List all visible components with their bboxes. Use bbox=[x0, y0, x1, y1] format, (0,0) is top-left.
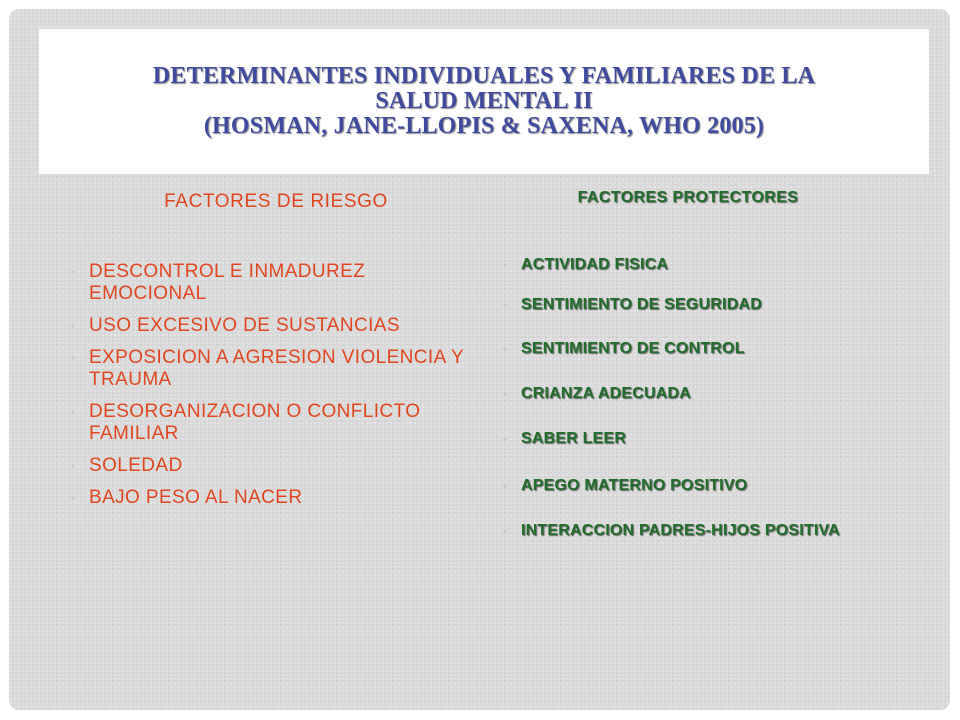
slide bbox=[9, 9, 950, 710]
list-item bbox=[71, 487, 471, 509]
bullet-icon: • bbox=[71, 459, 76, 473]
list-item bbox=[71, 455, 471, 477]
risk-item-label: SOLEDAD bbox=[89, 455, 183, 476]
list-item bbox=[503, 382, 921, 406]
protective-factors-heading: FACTORES PROTECTORES bbox=[577, 189, 799, 206]
list-item bbox=[503, 427, 921, 451]
list-item bbox=[503, 293, 921, 317]
title-line-1: DETERMINANTES INDIVIDUALES Y FAMILIARES DE LA bbox=[152, 62, 816, 89]
bullet-icon: • bbox=[503, 479, 508, 493]
bullet-icon: • bbox=[503, 524, 508, 538]
list-item bbox=[71, 401, 471, 445]
risk-item-label: DESCONTROL E INMADUREZ EMOCIONAL bbox=[89, 261, 366, 304]
protective-item-label: INTERACCION PADRES-HIJOS POSITIVA bbox=[521, 522, 840, 539]
bullet-icon: • bbox=[503, 432, 508, 446]
risk-factors-column bbox=[71, 191, 471, 519]
list-item bbox=[71, 261, 471, 305]
bullet-icon: • bbox=[503, 258, 508, 272]
slide-title bbox=[153, 64, 815, 140]
bullet-icon: • bbox=[503, 342, 508, 356]
list-item bbox=[71, 315, 471, 337]
protective-item-label: SENTIMIENTO DE SEGURIDAD bbox=[521, 296, 762, 313]
risk-item-label: BAJO PESO AL NACER bbox=[89, 487, 303, 508]
bullet-icon: • bbox=[503, 298, 508, 312]
bullet-icon: • bbox=[71, 405, 76, 419]
risk-factors-list bbox=[71, 261, 471, 509]
list-item bbox=[503, 474, 921, 498]
title-line-3: (HOSMAN, JANE-LLOPIS & SAXENA, WHO 2005) bbox=[203, 113, 765, 140]
risk-item-label: DESORGANIZACION O CONFLICTO FAMILIAR bbox=[89, 401, 421, 444]
bullet-icon: • bbox=[71, 319, 76, 333]
bullet-icon: • bbox=[71, 491, 76, 505]
list-item bbox=[503, 253, 921, 277]
list-item bbox=[503, 519, 861, 543]
title-box bbox=[39, 29, 929, 174]
bullet-icon: • bbox=[503, 387, 508, 401]
title-line-2: SALUD MENTAL II bbox=[375, 87, 593, 114]
list-item bbox=[503, 337, 921, 361]
risk-item-label: EXPOSICION A AGRESION VIOLENCIA Y TRAUMA bbox=[89, 347, 464, 390]
list-item bbox=[71, 347, 471, 391]
risk-item-label: USO EXCESIVO DE SUSTANCIAS bbox=[89, 315, 400, 336]
risk-factors-heading: FACTORES DE RIESGO bbox=[164, 191, 388, 212]
protective-item-label: SENTIMIENTO DE CONTROL bbox=[521, 340, 745, 357]
protective-item-label: CRIANZA ADECUADA bbox=[521, 385, 692, 402]
protective-item-label: APEGO MATERNO POSITIVO bbox=[521, 477, 748, 494]
protective-item-label: ACTIVIDAD FISICA bbox=[521, 256, 669, 273]
protective-item-label: SABER LEER bbox=[521, 430, 627, 447]
bullet-icon: • bbox=[71, 265, 76, 279]
protective-factors-column bbox=[503, 189, 933, 539]
bullet-icon: • bbox=[71, 351, 76, 365]
